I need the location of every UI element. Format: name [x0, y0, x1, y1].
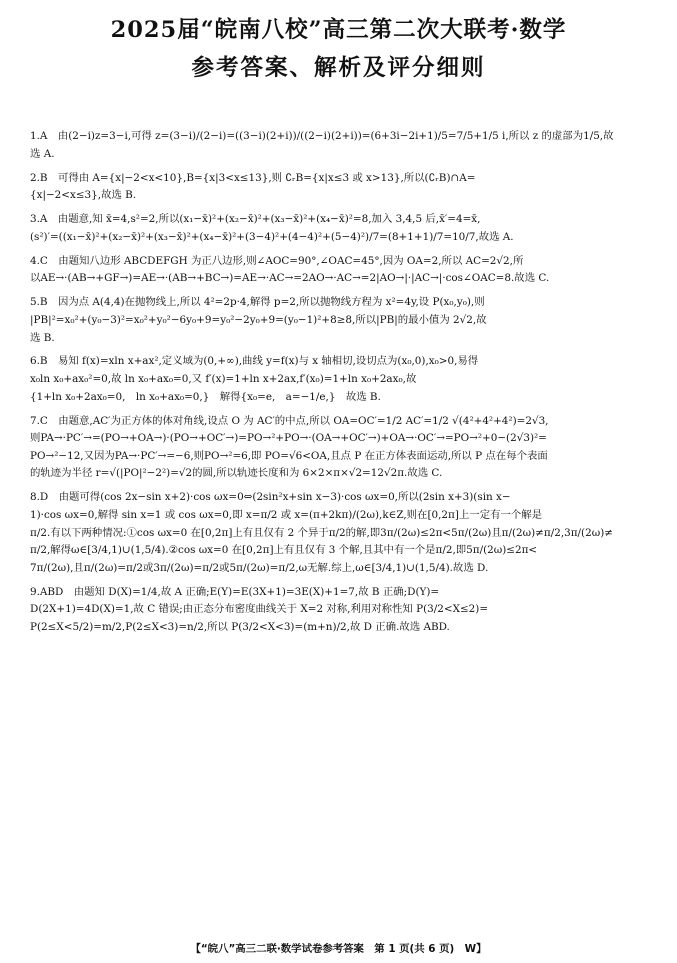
answer-line: 6.B 易知 f(x)=xln x+ax²,定义域为(0,+∞),曲线 y=f(x)与 x 轴相切,设切点为(x₀,0),x₀>0,易得 [30, 355, 479, 368]
answer-line: 5.B 因为点 A(4,4)在抛物线上,所以 4²=2p·4,解得 p=2,所以抛物线方程为 x²=4y,设 P(x₀,y₀),则 [30, 296, 485, 309]
answer-line: 7π/(2ω),且π/(2ω)=π/2或3π/(2ω)=π/2或5π/(2ω)=π/2,ω无解.综上,ω∈[3/4,1)∪(1,5/4).故选 D. [30, 561, 489, 574]
answer-item-9 [30, 584, 650, 637]
answer-line: 的轨迹为半径 r=√(|PO|²−2²)=√2的圆,所以轨迹长度和为 6×2×π×√2=12√2π.故选 C. [30, 467, 443, 480]
answer-line: 以AE→·(AB→+GF→)=AE→·(AB→+BC→)=AE→·AC→=2AO→·AC→=2|AO→|·|AC→|·cos∠OAC=8.故选 C. [30, 272, 550, 285]
answer-list [30, 128, 650, 643]
answer-line: 选 A. [30, 147, 55, 160]
answer-line: PO→²−12,又因为PA→·PC′→=−6,则PO→²=6,即 PO=√6<OA,且点 P 在正方体表面运动,所以 P 点在每个表面 [30, 449, 548, 462]
page-footer: 【“皖八”高三二联·数学试卷参考答案 第 1 页(共 6 页) W】 [190, 943, 487, 955]
page-title: 2025届“皖南八校”高三第二次大联考·数学 [110, 17, 567, 43]
answer-item-4 [30, 253, 650, 288]
answer-line: π/2,解得ω∈[3/4,1)∪(1,5/4).②cos ωx=0 在[0,2π]上有且仅有 3 个解,且其中有一个是π/2,即5π/(2ω)≤2π< [30, 544, 538, 557]
answer-line: 1.A 由(2−i)z=3−i,可得 z=(3−i)/(2−i)=((3−i)(2+i))/((2−i)(2+i))=(6+3i−2i+1)/5=7/5+1/5 i,所以 z 的虚部为1/5,故 [30, 130, 614, 142]
answer-line: 9.ABD 由题知 D(X)=1/4,故 A 正确;E(Y)=E(3X+1)=3E(X)+1=7,故 B 正确;D(Y)= [30, 585, 440, 598]
answer-line: 8.D 由题可得(cos 2x−sin x+2)·cos ωx=0⇔(2sin²x+sin x−3)·cos ωx=0,所以(2sin x+3)(sin x− [30, 491, 511, 504]
page-subtitle: 参考答案、解析及评分细则 [191, 55, 486, 81]
answer-line: 3.A 由题意,知 x̄=4,s²=2,所以(x₁−x̄)²+(x₂−x̄)²+(x₃−x̄)²+(x₄−x̄)²=8,加入 3,4,5 后,x̄′=4=x̄, [30, 213, 481, 226]
answer-line: (s²)′=((x₁−x̄)²+(x₂−x̄)²+(x₃−x̄)²+(x₄−x̄)²+(3−4)²+(4−4)²+(5−4)²)/7=(8+1+1)/7=10/7,故选 A. [30, 230, 514, 243]
answer-line: {1+ln x₀+2ax₀=0, ln x₀+ax₀=0,} 解得{x₀=e, a=−1/e,} 故选 B. [30, 390, 381, 403]
answer-line: {x|−2<x≤3},故选 B. [30, 189, 137, 202]
answer-item-1 [30, 128, 650, 163]
answer-line: 1)·cos ωx=0,解得 sin x=1 或 cos ωx=0,即 x=π/2 或 x=(π+2kπ)/(2ω),k∈Z,则在[0,2π]上一定有一个解是 [30, 509, 543, 522]
answer-line: x₀ln x₀+ax₀²=0,故 ln x₀+ax₀=0,又 f′(x)=1+ln x+2ax,f′(x₀)=1+ln x₀+2ax₀,故 [30, 373, 417, 386]
answer-item-7 [30, 413, 650, 483]
answer-line: π/2.有以下两种情况:①cos ωx=0 在[0,2π]上有且仅有 2 个异于π/2的解,即3π/(2ω)≤2π<5π/(2ω)且π/(2ω)≠π/2,3π/(2ω)≠ [30, 526, 613, 539]
answer-line: 7.C 由题意,AC′为正方体的体对角线,设点 O 为 AC′的中点,所以 OA=OC′=1/2 AC′=1/2 √(4²+4²+4²)=2√3, [30, 414, 549, 427]
answer-line: P(2≤X<5/2)=m/2,P(2≤X<3)=n/2,所以 P(3/2<X<3)=(m+n)/2,故 D 正确.故选 ABD. [30, 620, 450, 633]
answer-line: D(2X+1)=4D(X)=1,故 C 错误;由正态分布密度曲线关于 X=2 对称,利用对称性知 P(3/2<X≤2)= [30, 603, 489, 616]
answer-item-3 [30, 211, 650, 246]
answer-line: 则PA→·PC′→=(PO→+OA→)·(PO→+OC′→)=PO→²+PO→·(OA→+OC′→)+OA→·OC′→=PO→²+0−(2√3)²= [30, 432, 547, 445]
answer-item-6 [30, 353, 650, 406]
answer-line: |PB|²=x₀²+(y₀−3)²=x₀²+y₀²−6y₀+9=y₀²−2y₀+9=(y₀−1)²+8≥8,所以|PB|的最小值为 2√2,故 [30, 313, 487, 326]
answer-item-2 [30, 170, 650, 205]
answer-line: 2.B 可得由 A={x|−2<x<10},B={x|3<x≤13},则 ∁ᵣB={x|x≤3 或 x>13},所以(∁ᵣB)∩A= [30, 171, 476, 184]
answer-item-8 [30, 489, 650, 577]
answer-line: 4.C 由题知八边形 ABCDEFGH 为正八边形,则∠AOC=90°,∠OAC=45°,因为 OA=2,所以 AC=2√2,所 [30, 254, 524, 267]
answer-item-5 [30, 294, 650, 347]
answer-line: 选 B. [30, 331, 55, 344]
